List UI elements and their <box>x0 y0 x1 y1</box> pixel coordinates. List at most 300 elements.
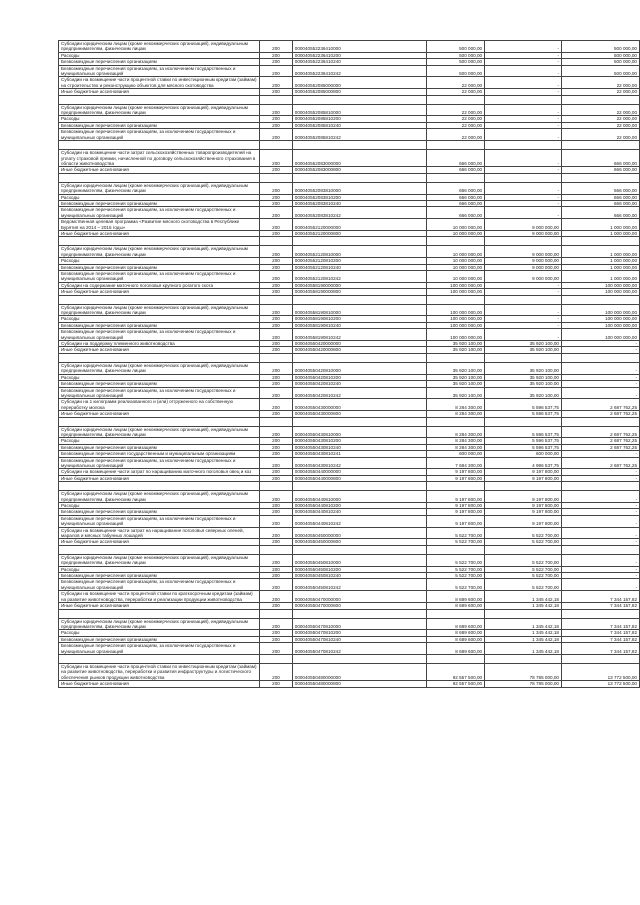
table-row <box>59 387 640 399</box>
executed-amount-cell: 78 785 000,00 <box>485 663 562 680</box>
line-code-cell: 200 <box>260 539 293 545</box>
executed-amount-cell: - <box>485 77 562 89</box>
approved-amount-cell: 500 000,00 <box>426 52 484 58</box>
line-code-cell: 200 <box>260 374 293 380</box>
approved-amount-cell: 35 920 100,00 <box>426 381 484 387</box>
classification-code-cell: 000040550430810240 <box>292 444 426 450</box>
approved-amount-cell: 666 000,00 <box>426 167 484 173</box>
line-code-cell: 200 <box>260 122 293 128</box>
line-code-cell: 200 <box>260 167 293 173</box>
unexecuted-amount-cell: 100 000 000,00 <box>561 282 639 288</box>
expense-name-cell: Безвозмездные перечисления организациям <box>59 636 260 642</box>
executed-amount-cell: 9 197 800,00 <box>485 509 562 515</box>
approved-amount-cell: 666 000,00 <box>426 194 484 200</box>
executed-amount-cell: 5 596 537,75 <box>485 411 562 417</box>
classification-code-cell: 000040550440000800 <box>292 475 426 481</box>
line-code-cell: 200 <box>260 630 293 636</box>
approved-amount-cell: 666 000,00 <box>426 150 484 167</box>
line-code-cell: 200 <box>260 399 293 411</box>
classification-code-cell: 000040550430810200 <box>292 438 426 444</box>
line-code-cell: 200 <box>260 681 293 687</box>
unexecuted-amount-cell: - <box>561 579 639 591</box>
classification-code-cell: 000040552120000000 <box>292 219 426 231</box>
expense-name-cell: Безвозмездные перечисления организациям, за исключением государственных и муниципальных организаций <box>59 457 260 469</box>
classification-code-cell: 000040550470000800 <box>292 603 426 609</box>
budget-execution-table <box>58 40 640 688</box>
line-code-cell: 200 <box>260 663 293 680</box>
executed-amount-cell: - <box>485 200 562 206</box>
table-spacer-row <box>59 654 640 663</box>
line-code-cell: 200 <box>260 451 293 457</box>
approved-amount-cell: 22 000,00 <box>426 89 484 95</box>
unexecuted-amount-cell: - <box>561 475 639 481</box>
executed-amount-cell: - <box>485 52 562 58</box>
classification-code-cell: 000040558190810200 <box>292 316 426 322</box>
executed-amount-cell: 9 197 800,00 <box>485 503 562 509</box>
approved-amount-cell: 7 684 300,00 <box>426 457 484 469</box>
unexecuted-amount-cell: 22 000,00 <box>561 122 639 128</box>
line-code-cell: 200 <box>260 469 293 475</box>
expense-name-cell: Безвозмездные перечисления организациям, за исключением государственных и муниципальных организаций <box>59 643 260 655</box>
spacer-cell <box>59 609 260 618</box>
executed-amount-cell: 9 197 800,00 <box>485 491 562 503</box>
classification-code-cell: 000040550420000800 <box>292 347 426 353</box>
expense-name-cell: Субсидии юридическим лицам (кроме некоммерческих организаций), индивидуальным предпринимателям, физическим лицам <box>59 426 260 438</box>
executed-amount-cell: - <box>485 129 562 141</box>
unexecuted-amount-cell: 500 000,00 <box>561 41 639 53</box>
unexecuted-amount-cell: 666 000,00 <box>561 167 639 173</box>
classification-code-cell: 000040552085000800 <box>292 89 426 95</box>
line-code-cell: 200 <box>260 411 293 417</box>
expense-name-cell: Расходы <box>59 438 260 444</box>
approved-amount-cell: 10 000 000,00 <box>426 271 484 283</box>
classification-code-cell: 000040552085810242 <box>292 129 426 141</box>
executed-amount-cell: 5 522 700,00 <box>485 579 562 591</box>
table-spacer-row <box>59 173 640 182</box>
expense-name-cell: Субсидии на содержание маточного поголовья крупного рогатого скота <box>59 282 260 288</box>
unexecuted-amount-cell: - <box>561 554 639 566</box>
table-spacer-row <box>59 237 640 246</box>
line-code-cell: 200 <box>260 65 293 77</box>
expense-name-cell: Ведомственная целевая программа «Развитие мясного скотоводства в Республике Бурятия на 2014 – 2016 годы» <box>59 219 260 231</box>
classification-code-cell: 000040552083810000 <box>292 182 426 194</box>
expense-name-cell: Безвозмездные перечисления организациям <box>59 59 260 65</box>
unexecuted-amount-cell: - <box>561 515 639 527</box>
spacer-cell <box>59 545 260 554</box>
table-row <box>59 426 640 438</box>
line-code-cell: 200 <box>260 341 293 347</box>
classification-code-cell: 000040550470810240 <box>292 636 426 642</box>
unexecuted-amount-cell: 1 000 000,00 <box>561 246 639 258</box>
table-spacer-row <box>59 545 640 554</box>
classification-code-cell: 000040550450810200 <box>292 566 426 572</box>
unexecuted-amount-cell: - <box>561 374 639 380</box>
classification-code-cell: 000040552120810240 <box>292 264 426 270</box>
expense-name-cell: Безвозмездные перечисления государственным и муниципальным организациям <box>59 451 260 457</box>
executed-amount-cell: 5 522 700,00 <box>485 566 562 572</box>
expense-name-cell: Субсидии юридическим лицам (кроме некоммерческих организаций), индивидуальным предпринимателям, физическим лицам <box>59 182 260 194</box>
spacer-cell <box>561 654 639 663</box>
executed-amount-cell: 9 197 800,00 <box>485 475 562 481</box>
expense-name-cell: Субсидии на возмещение части затрат по наращиванию маточного поголовья овец и коз <box>59 469 260 475</box>
approved-amount-cell: 35 920 100,00 <box>426 341 484 347</box>
expense-name-cell: Иные бюджетные ассигнования <box>59 347 260 353</box>
classification-code-cell: 000040550440810000 <box>292 491 426 503</box>
approved-amount-cell: 10 000 000,00 <box>426 219 484 231</box>
expense-name-cell: Безвозмездные перечисления организациям <box>59 322 260 328</box>
line-code-cell: 200 <box>260 129 293 141</box>
spacer-cell <box>485 95 562 104</box>
classification-code-cell: 000040550450000800 <box>292 539 426 545</box>
expense-name-cell: Субсидии юридическим лицам (кроме некоммерческих организаций), индивидуальным предпринимателям, физическим лицам <box>59 246 260 258</box>
executed-amount-cell: 1 345 442,18 <box>485 636 562 642</box>
approved-amount-cell: 9 197 800,00 <box>426 515 484 527</box>
line-code-cell: 200 <box>260 207 293 219</box>
spacer-cell <box>59 237 260 246</box>
spacer-cell <box>292 95 426 104</box>
spacer-cell <box>260 353 293 362</box>
expense-name-cell: Субсидии юридическим лицам (кроме некоммерческих организаций), индивидуальным предпринимателям, физическим лицам <box>59 104 260 116</box>
expense-name-cell: Субсидии на возмещение части процентной ставки по краткосрочным кредитам (займам) на развитие животноводства, переработки и реализации продукции животноводства <box>59 591 260 603</box>
executed-amount-cell: - <box>485 329 562 341</box>
classification-code-cell: 000040550420810200 <box>292 374 426 380</box>
unexecuted-amount-cell: - <box>561 491 639 503</box>
unexecuted-amount-cell: 666 000,00 <box>561 150 639 167</box>
expense-name-cell: Иные бюджетные ассигнования <box>59 681 260 687</box>
approved-amount-cell: 92 557 500,00 <box>426 663 484 680</box>
spacer-cell <box>59 654 260 663</box>
executed-amount-cell: 35 920 100,00 <box>485 381 562 387</box>
table-row <box>59 329 640 341</box>
executed-amount-cell: 1 345 442,18 <box>485 630 562 636</box>
table-spacer-row <box>59 141 640 150</box>
unexecuted-amount-cell: - <box>561 347 639 353</box>
approved-amount-cell: 9 197 800,00 <box>426 475 484 481</box>
line-code-cell: 200 <box>260 104 293 116</box>
expense-name-cell: Безвозмездные перечисления организациям <box>59 264 260 270</box>
executed-amount-cell: 9 000 000,00 <box>485 219 562 231</box>
expense-name-cell: Безвозмездные перечисления организациям <box>59 573 260 579</box>
spacer-cell <box>485 295 562 304</box>
spacer-cell <box>426 545 484 554</box>
spacer-cell <box>260 95 293 104</box>
approved-amount-cell: 100 000 000,00 <box>426 316 484 322</box>
spacer-cell <box>59 353 260 362</box>
classification-code-cell: 000040558190000800 <box>292 289 426 295</box>
classification-code-cell: 000040550480000800 <box>292 681 426 687</box>
spacer-cell <box>485 141 562 150</box>
approved-amount-cell: 22 000,00 <box>426 122 484 128</box>
classification-code-cell: 000040552085810240 <box>292 122 426 128</box>
approved-amount-cell: 35 920 100,00 <box>426 362 484 374</box>
expense-name-cell: Безвозмездные перечисления организациям, за исключением государственных и муниципальных организаций <box>59 65 260 77</box>
spacer-cell <box>59 95 260 104</box>
expense-name-cell: Безвозмездные перечисления организациям, за исключением государственных и муниципальных организаций <box>59 579 260 591</box>
table-row <box>59 579 640 591</box>
unexecuted-amount-cell: 100 000 000,00 <box>561 322 639 328</box>
executed-amount-cell: - <box>485 150 562 167</box>
classification-code-cell: 000040552120810200 <box>292 258 426 264</box>
approved-amount-cell: 8 689 600,00 <box>426 591 484 603</box>
approved-amount-cell: 9 197 800,00 <box>426 503 484 509</box>
table-row <box>59 362 640 374</box>
executed-amount-cell: - <box>485 116 562 122</box>
unexecuted-amount-cell: 1 000 000,00 <box>561 219 639 231</box>
approved-amount-cell: 5 522 700,00 <box>426 579 484 591</box>
table-row <box>59 304 640 316</box>
line-code-cell: 200 <box>260 515 293 527</box>
executed-amount-cell: 35 920 100,00 <box>485 387 562 399</box>
unexecuted-amount-cell: 13 772 500,00 <box>561 663 639 680</box>
table-row <box>59 41 640 53</box>
classification-code-cell: 000040552085000000 <box>292 77 426 89</box>
table-row <box>59 399 640 411</box>
line-code-cell: 200 <box>260 219 293 231</box>
approved-amount-cell: 9 197 800,00 <box>426 491 484 503</box>
expense-name-cell: Безвозмездные перечисления организациям, за исключением государственных и муниципальных организаций <box>59 329 260 341</box>
unexecuted-amount-cell: - <box>561 573 639 579</box>
spacer-cell <box>260 295 293 304</box>
spacer-cell <box>561 237 639 246</box>
executed-amount-cell: 5 522 700,00 <box>485 554 562 566</box>
spacer-cell <box>485 173 562 182</box>
table-row <box>59 246 640 258</box>
spacer-cell <box>561 141 639 150</box>
classification-code-cell: 000040552083810242 <box>292 207 426 219</box>
line-code-cell: 200 <box>260 591 293 603</box>
classification-code-cell: 000040552083810200 <box>292 194 426 200</box>
executed-amount-cell: - <box>485 167 562 173</box>
executed-amount-cell: 1 345 442,18 <box>485 591 562 603</box>
unexecuted-amount-cell: - <box>561 509 639 515</box>
line-code-cell: 200 <box>260 304 293 316</box>
expense-name-cell: Субсидии юридическим лицам (кроме некоммерческих организаций), индивидуальным предпринимателям, физическим лицам <box>59 362 260 374</box>
classification-code-cell: 000040550480000000 <box>292 663 426 680</box>
classification-code-cell: 000040552236410242 <box>292 65 426 77</box>
classification-code-cell: 000040550450000000 <box>292 527 426 539</box>
classification-code-cell: 000040552083000800 <box>292 167 426 173</box>
executed-amount-cell: 5 596 537,75 <box>485 444 562 450</box>
executed-amount-cell: 9 000 000,00 <box>485 264 562 270</box>
approved-amount-cell: 8 689 600,00 <box>426 618 484 630</box>
classification-code-cell: 000040558190810000 <box>292 304 426 316</box>
unexecuted-amount-cell: 2 687 762,25 <box>561 411 639 417</box>
unexecuted-amount-cell: 7 344 157,82 <box>561 643 639 655</box>
unexecuted-amount-cell: 666 000,00 <box>561 200 639 206</box>
classification-code-cell: 000040558190000000 <box>292 282 426 288</box>
table-row <box>59 643 640 655</box>
spacer-cell <box>292 141 426 150</box>
expense-name-cell: Субсидии на поддержку племенного животноводства <box>59 341 260 347</box>
spacer-cell <box>260 482 293 491</box>
unexecuted-amount-cell: 2 687 762,25 <box>561 444 639 450</box>
line-code-cell: 200 <box>260 258 293 264</box>
executed-amount-cell: - <box>485 289 562 295</box>
line-code-cell: 200 <box>260 387 293 399</box>
unexecuted-amount-cell: 1 000 000,00 <box>561 230 639 236</box>
line-code-cell: 200 <box>260 316 293 322</box>
expense-name-cell: Безвозмездные перечисления организациям <box>59 200 260 206</box>
approved-amount-cell: 9 197 800,00 <box>426 469 484 475</box>
table-spacer-row <box>59 482 640 491</box>
executed-amount-cell: - <box>485 282 562 288</box>
unexecuted-amount-cell: 100 000 000,00 <box>561 289 639 295</box>
spacer-cell <box>59 482 260 491</box>
line-code-cell: 200 <box>260 200 293 206</box>
table-row <box>59 219 640 231</box>
executed-amount-cell: 5 596 537,75 <box>485 438 562 444</box>
unexecuted-amount-cell: 22 000,00 <box>561 104 639 116</box>
unexecuted-amount-cell: - <box>561 341 639 347</box>
unexecuted-amount-cell: - <box>561 527 639 539</box>
spacer-cell <box>292 545 426 554</box>
line-code-cell: 200 <box>260 444 293 450</box>
spacer-cell <box>292 295 426 304</box>
table-row <box>59 104 640 116</box>
approved-amount-cell: 5 522 700,00 <box>426 573 484 579</box>
approved-amount-cell: 100 000 000,00 <box>426 329 484 341</box>
expense-name-cell: Иные бюджетные ассигнования <box>59 475 260 481</box>
expense-name-cell: Субсидии на возмещение части затрат на наращивание поголовья северных оленей, маралов и мясных табунных лошадей <box>59 527 260 539</box>
expense-name-cell: Расходы <box>59 630 260 636</box>
spacer-cell <box>561 173 639 182</box>
line-code-cell: 200 <box>260 603 293 609</box>
unexecuted-amount-cell: 500 000,00 <box>561 52 639 58</box>
table-row <box>59 527 640 539</box>
line-code-cell: 200 <box>260 150 293 167</box>
spacer-cell <box>426 295 484 304</box>
classification-code-cell: 000040550430810000 <box>292 426 426 438</box>
budget-report-page <box>58 40 640 688</box>
classification-code-cell: 000040558190810240 <box>292 322 426 328</box>
approved-amount-cell: 666 000,00 <box>426 200 484 206</box>
executed-amount-cell: - <box>485 322 562 328</box>
table-row <box>59 150 640 167</box>
spacer-cell <box>292 417 426 426</box>
classification-code-cell: 000040550430810242 <box>292 457 426 469</box>
line-code-cell: 200 <box>260 89 293 95</box>
executed-amount-cell: 5 596 537,75 <box>485 426 562 438</box>
unexecuted-amount-cell: - <box>561 539 639 545</box>
spacer-cell <box>260 545 293 554</box>
table-row <box>59 207 640 219</box>
unexecuted-amount-cell: 100 000 000,00 <box>561 329 639 341</box>
executed-amount-cell: 35 920 100,00 <box>485 374 562 380</box>
expense-name-cell: Субсидии юридическим лицам (кроме некоммерческих организаций), индивидуальным предпринимателям, физическим лицам <box>59 41 260 53</box>
classification-code-cell: 000040550470810242 <box>292 643 426 655</box>
approved-amount-cell: 8 689 600,00 <box>426 636 484 642</box>
table-row <box>59 491 640 503</box>
approved-amount-cell: 10 000 000,00 <box>426 230 484 236</box>
line-code-cell: 200 <box>260 381 293 387</box>
approved-amount-cell: 8 284 300,00 <box>426 444 484 450</box>
expense-name-cell: Иные бюджетные ассигнования <box>59 167 260 173</box>
table-spacer-row <box>59 609 640 618</box>
unexecuted-amount-cell: 666 000,00 <box>561 182 639 194</box>
table-row <box>59 65 640 77</box>
expense-name-cell: Расходы <box>59 116 260 122</box>
approved-amount-cell: 500 000,00 <box>426 41 484 53</box>
unexecuted-amount-cell: 2 687 762,25 <box>561 438 639 444</box>
approved-amount-cell: 100 000 000,00 <box>426 304 484 316</box>
unexecuted-amount-cell: - <box>561 503 639 509</box>
unexecuted-amount-cell: 22 000,00 <box>561 129 639 141</box>
line-code-cell: 200 <box>260 438 293 444</box>
executed-amount-cell: 1 345 442,18 <box>485 603 562 609</box>
approved-amount-cell: 8 689 600,00 <box>426 643 484 655</box>
expense-name-cell: Безвозмездные перечисления организациям, за исключением государственных и муниципальных организаций <box>59 129 260 141</box>
executed-amount-cell: - <box>485 122 562 128</box>
expense-name-cell: Безвозмездные перечисления организациям, за исключением государственных и муниципальных организаций <box>59 207 260 219</box>
executed-amount-cell: - <box>485 316 562 322</box>
spacer-cell <box>426 95 484 104</box>
spacer-cell <box>561 545 639 554</box>
classification-code-cell: 000040552085810200 <box>292 116 426 122</box>
approved-amount-cell: 100 000 000,00 <box>426 289 484 295</box>
spacer-cell <box>426 141 484 150</box>
table-row <box>59 457 640 469</box>
spacer-cell <box>292 482 426 491</box>
line-code-cell: 200 <box>260 194 293 200</box>
approved-amount-cell: 5 522 700,00 <box>426 566 484 572</box>
classification-code-cell: 000040552120000800 <box>292 230 426 236</box>
line-code-cell: 200 <box>260 636 293 642</box>
classification-code-cell: 000040550420810242 <box>292 387 426 399</box>
spacer-cell <box>426 417 484 426</box>
line-code-cell: 200 <box>260 182 293 194</box>
line-code-cell: 200 <box>260 426 293 438</box>
expense-name-cell: Расходы <box>59 374 260 380</box>
line-code-cell: 200 <box>260 347 293 353</box>
table-row <box>59 515 640 527</box>
expense-name-cell: Расходы <box>59 194 260 200</box>
spacer-cell <box>292 609 426 618</box>
classification-code-cell: 000040550430810241 <box>292 451 426 457</box>
approved-amount-cell: 100 000 000,00 <box>426 282 484 288</box>
executed-amount-cell: - <box>485 104 562 116</box>
spacer-cell <box>485 545 562 554</box>
spacer-cell <box>485 417 562 426</box>
executed-amount-cell: 35 920 100,00 <box>485 347 562 353</box>
expense-name-cell: Безвозмездные перечисления организациям, за исключением государственных и муниципальных организаций <box>59 515 260 527</box>
expense-name-cell: Расходы <box>59 316 260 322</box>
approved-amount-cell: 10 000 000,00 <box>426 264 484 270</box>
spacer-cell <box>426 609 484 618</box>
classification-code-cell: 000040552083810240 <box>292 200 426 206</box>
expense-name-cell: Расходы <box>59 503 260 509</box>
classification-code-cell: 000040550450810242 <box>292 579 426 591</box>
approved-amount-cell: 35 920 100,00 <box>426 387 484 399</box>
approved-amount-cell: 5 522 700,00 <box>426 527 484 539</box>
classification-code-cell: 000040552236410200 <box>292 52 426 58</box>
executed-amount-cell: 9 197 800,00 <box>485 469 562 475</box>
line-code-cell: 200 <box>260 41 293 53</box>
expense-name-cell: Расходы <box>59 52 260 58</box>
unexecuted-amount-cell: 22 000,00 <box>561 89 639 95</box>
approved-amount-cell: 35 920 100,00 <box>426 374 484 380</box>
expense-name-cell: Иные бюджетные ассигнования <box>59 411 260 417</box>
spacer-cell <box>292 353 426 362</box>
expense-name-cell: Субсидии юридическим лицам (кроме некоммерческих организаций), индивидуальным предпринимателям, физическим лицам <box>59 491 260 503</box>
approved-amount-cell: 22 000,00 <box>426 116 484 122</box>
approved-amount-cell: 10 000 000,00 <box>426 258 484 264</box>
spacer-cell <box>426 654 484 663</box>
expense-name-cell: Иные бюджетные ассигнования <box>59 289 260 295</box>
approved-amount-cell: 35 920 100,00 <box>426 347 484 353</box>
classification-code-cell: 000040550470810000 <box>292 618 426 630</box>
classification-code-cell: 000040550420000000 <box>292 341 426 347</box>
executed-amount-cell: - <box>485 59 562 65</box>
